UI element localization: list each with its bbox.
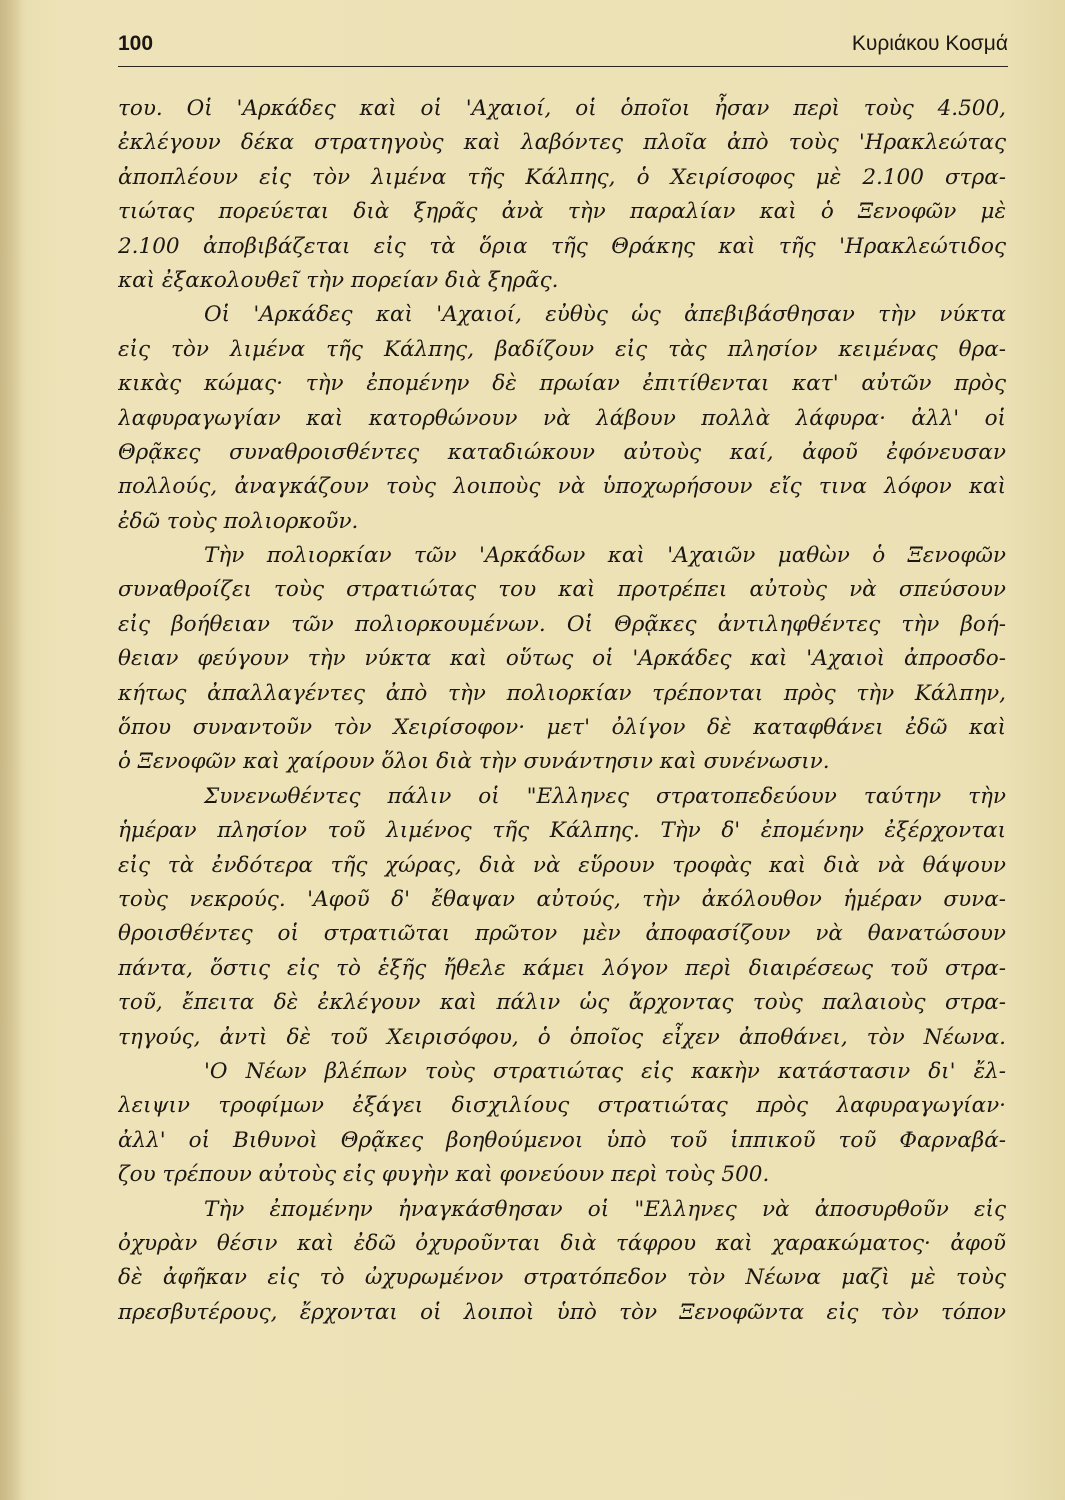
text-line: ἀλλ' οἱ Βιθυνοὶ Θρᾷκες βοηθούμενοι ὑπὸ τοῦ ἱππικοῦ τοῦ Φαρναβά- — [118, 1127, 1006, 1153]
text-line: ὀχυρὰν θέσιν καὶ ἐδῶ ὀχυροῦνται διὰ τάφρου καὶ χαρακώματος· ἀφοῦ — [118, 1230, 1006, 1256]
page-header — [118, 30, 1008, 67]
text-line: εἰς τὸν λιμένα τῆς Κάλπης, βαδίζουν εἰς τὰς πλησίον κειμένας θρα- — [118, 336, 1006, 362]
paragraph-start-line: 'Ο Νέων βλέπων τοὺς στρατιώτας εἰς κακὴν κατάστασιν δι' ἔλ- — [204, 1058, 1006, 1084]
paragraph-start-line: Συνενωθέντες πάλιν οἱ "Ελληνες στρατοπεδεύουν ταύτην τὴν — [204, 783, 1006, 809]
text-line: τιώτας πορεύεται διὰ ξηρᾶς ἀνὰ τὴν παραλίαν καὶ ὁ Ξενοφῶν μὲ — [118, 199, 1006, 225]
page-number: 100 — [118, 32, 154, 55]
text-line: θροισθέντες οἱ στρατιῶται πρῶτον μὲν ἀποφασίζουν νὰ θανατώσουν — [118, 921, 1006, 947]
text-line: λειψιν τροφίμων ἐξάγει δισχιλίους στρατιώτας πρὸς λαφυραγωγίαν· — [118, 1093, 1006, 1119]
text-line: τοὺς νεκρούς. 'Αφοῦ δ' ἔθαψαν αὐτούς, τὴν ἀκόλουθον ἡμέραν συνα- — [118, 886, 1006, 912]
page-binding-shadow — [0, 0, 22, 1500]
text-line: πάντα, ὅστις εἰς τὸ ἑξῆς ἤθελε κάμει λόγον περὶ διαιρέσεως τοῦ στρα- — [118, 955, 1006, 981]
text-line: τοῦ, ἔπειτα δὲ ἐκλέγουν καὶ πάλιν ὡς ἄρχοντας τοὺς παλαιοὺς στρα- — [118, 990, 1006, 1016]
paragraph-start-line: Τὴν ἐπομένην ἠναγκάσθησαν οἱ "Ελληνες νὰ ἀποσυρθοῦν εἰς — [204, 1196, 1006, 1222]
text-line: τηγούς, ἀντὶ δὲ τοῦ Χειρισόφου, ὁ ὁποῖος εἶχεν ἀποθάνει, τὸν Νέωνα. — [118, 1024, 1006, 1050]
text-line: πολλούς, ἀναγκάζουν τοὺς λοιποὺς νὰ ὑποχωρήσουν εἴς τινα λόφον καὶ — [118, 474, 1006, 500]
text-line: Θρᾷκες συναθροισθέντες καταδιώκουν αὐτοὺς καί, ἀφοῦ ἐφόνευσαν — [118, 439, 1006, 465]
text-line: πρεσβυτέρους, ἔρχονται οἱ λοιποὶ ὑπὸ τὸν Ξενοφῶντα εἰς τὸν τόπον — [118, 1299, 1006, 1325]
text-line: κικὰς κώμας· τὴν ἐπομένην δὲ πρωίαν ἐπιτίθενται κατ' αὐτῶν πρὸς — [118, 371, 1006, 397]
text-line: συναθροίζει τοὺς στρατιώτας του καὶ προτρέπει αὐτοὺς νὰ σπεύσουν — [118, 577, 1006, 603]
text-line: κήτως ἀπαλλαγέντες ἀπὸ τὴν πολιορκίαν τρέπονται πρὸς τὴν Κάλπην, — [118, 680, 1006, 706]
body-text — [118, 92, 1006, 1330]
text-line: του. Οἱ 'Αρκάδες καὶ οἱ 'Αχαιοί, οἱ ὁποῖοι ἦσαν περὶ τοὺς 4.500, — [118, 96, 1006, 121]
paragraph-start-line: Τὴν πολιορκίαν τῶν 'Αρκάδων καὶ 'Αχαιῶν μαθὼν ὁ Ξενοφῶν — [204, 543, 1006, 569]
running-head: Κυριάκου Κοσμά — [851, 32, 1008, 55]
text-line: ἀποπλέουν εἰς τὸν λιμένα τῆς Κάλπης, ὁ Χειρίσοφος μὲ 2.100 στρα- — [118, 164, 1006, 190]
text-line: καὶ ἐξακολουθεῖ τὴν πορείαν διὰ ξηρᾶς. — [118, 267, 559, 293]
text-line: εἰς τὰ ἐνδότερα τῆς χώρας, διὰ νὰ εὕρουν τροφὰς καὶ διὰ νὰ θάψουν — [118, 852, 1006, 878]
text-line: ὅπου συναντοῦν τὸν Χειρίσοφον· μετ' ὀλίγον δὲ καταφθάνει ἐδῶ καὶ — [118, 715, 1006, 741]
text-line: ζου τρέπουν αὐτοὺς εἰς φυγὴν καὶ φονεύουν περὶ τοὺς 500. — [118, 1162, 770, 1188]
text-line: λαφυραγωγίαν καὶ κατορθώνουν νὰ λάβουν πολλὰ λάφυρα· ἀλλ' οἱ — [118, 405, 1006, 431]
text-line: θειαν φεύγουν τὴν νύκτα καὶ οὕτως οἱ 'Αρκάδες καὶ 'Αχαιοὶ ἀπροσδο- — [118, 646, 1006, 672]
text-line: εἰς βοήθειαν τῶν πολιορκουμένων. Οἱ Θρᾷκες ἀντιληφθέντες τὴν βοή- — [118, 611, 1006, 637]
text-line: ἐκλέγουν δέκα στρατηγοὺς καὶ λαβόντες πλοῖα ἀπὸ τοὺς 'Ηρακλεώτας — [118, 130, 1006, 156]
text-line: δὲ ἀφῆκαν εἰς τὸ ὠχυρωμένον στρατόπεδον τὸν Νέωνα μαζὶ μὲ τοὺς — [118, 1265, 1006, 1291]
text-line: ἡμέραν πλησίον τοῦ λιμένος τῆς Κάλπης. Τὴν δ' ἐπομένην ἐξέρχονται — [118, 818, 1006, 844]
text-line: ὁ Ξενοφῶν καὶ χαίρουν ὅλοι διὰ τὴν συνάντησιν καὶ συνένωσιν. — [118, 749, 830, 775]
text-line: ἐδῶ τοὺς πολιορκοῦν. — [118, 508, 359, 534]
text-line: 2.100 ἀποβιβάζεται εἰς τὰ ὅρια τῆς Θράκης καὶ τῆς 'Ηρακλεώτιδος — [118, 233, 1006, 259]
paragraph-start-line: Οἱ 'Αρκάδες καὶ 'Αχαιοί, εὐθὺς ὡς ἀπεβιβάσθησαν τὴν νύκτα — [204, 302, 1006, 328]
